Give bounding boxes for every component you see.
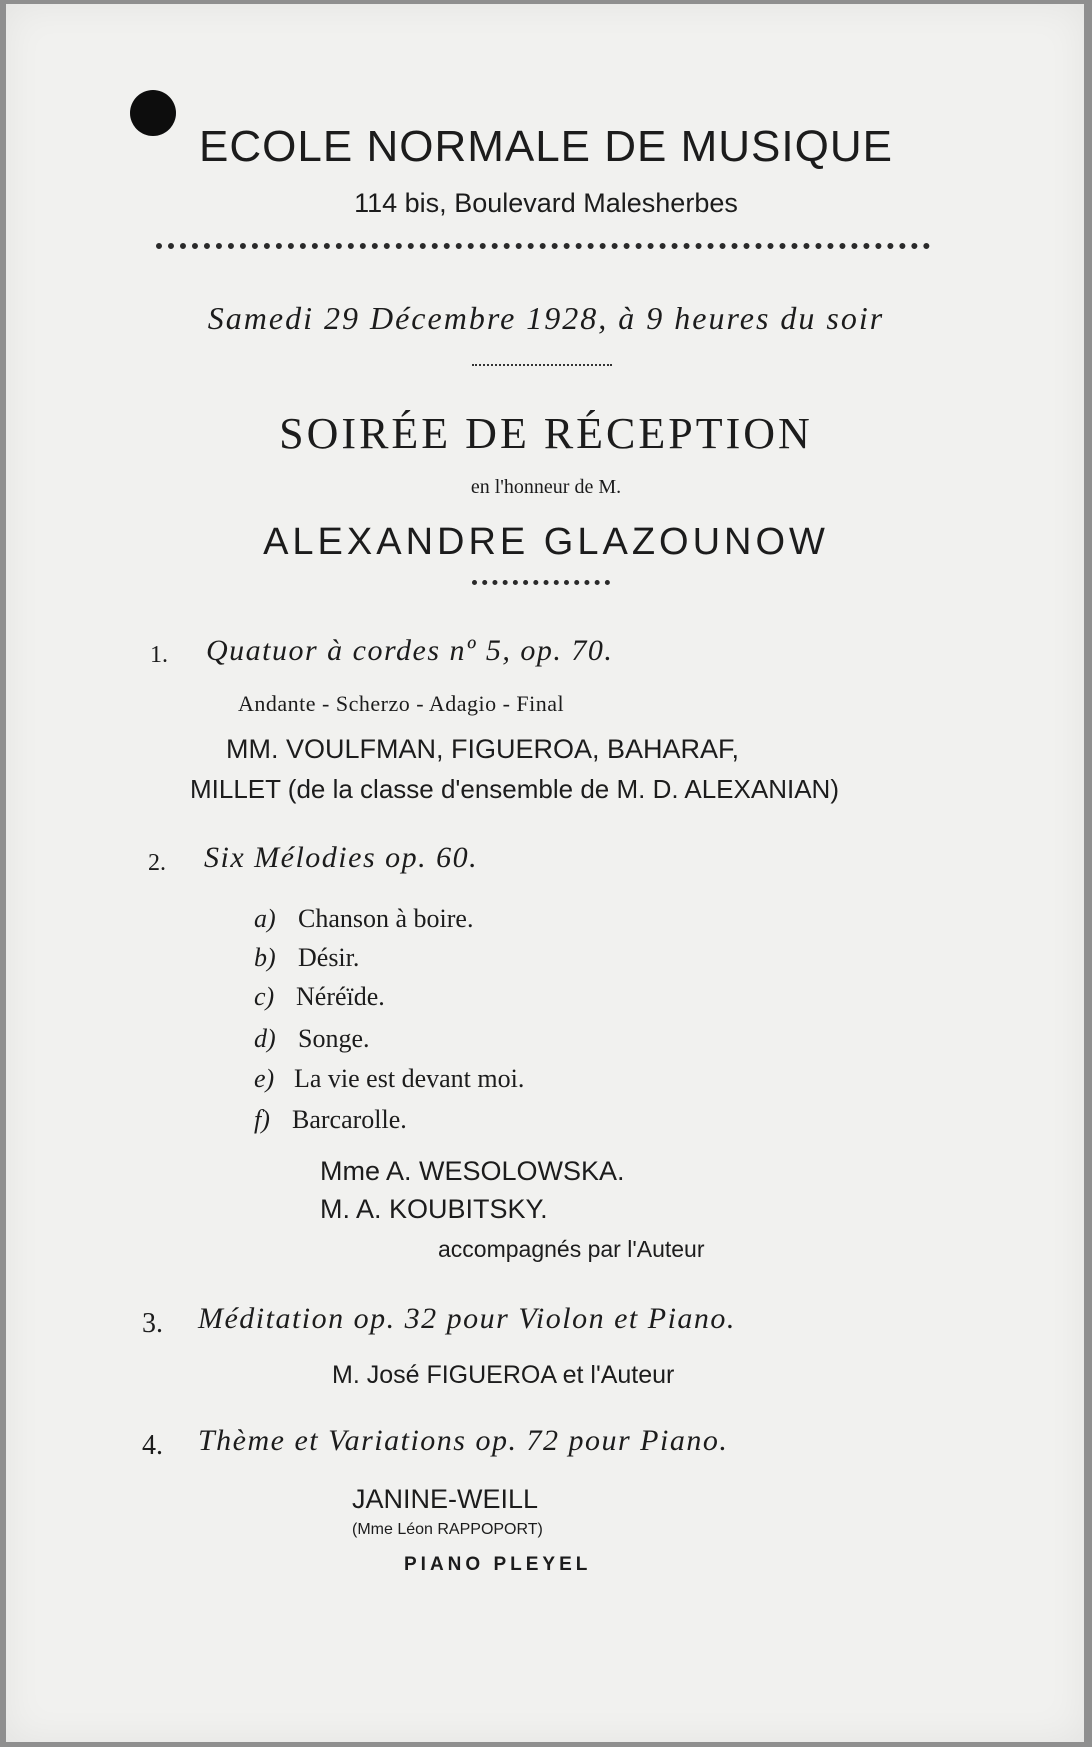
accompaniment-note: accompagnés par l'Auteur <box>438 1236 705 1262</box>
singer: M. A. KOUBITSKY. <box>320 1194 548 1224</box>
item-number: 4. <box>142 1430 163 1461</box>
piano-maker: PIANO PLEYEL <box>404 1554 592 1575</box>
work-title: Thème et Variations op. 72 pour Piano. <box>198 1424 729 1457</box>
item-number: 3. <box>142 1308 163 1339</box>
song-title: Chanson à boire. <box>298 904 474 933</box>
header-divider <box>156 243 930 249</box>
song-letter: e) <box>254 1064 275 1093</box>
school-name: ECOLE NORMALE DE MUSIQUE <box>199 122 893 171</box>
song-letter: f) <box>254 1105 270 1134</box>
singer: Mme A. WESOLOWSKA. <box>320 1156 625 1186</box>
event-title: SOIRÉE DE RÉCEPTION <box>279 409 813 458</box>
song-title: Néréïde. <box>296 982 385 1011</box>
item-number: 2. <box>148 850 166 876</box>
song-letter: d) <box>254 1024 276 1053</box>
song-letter: b) <box>254 943 276 972</box>
guest-name: ALEXANDRE GLAZOUNOW <box>263 521 829 563</box>
work-title: Méditation op. 32 pour Violon et Piano. <box>198 1302 736 1335</box>
performers: MM. VOULFMAN, FIGUEROA, BAHARAF, <box>226 734 740 764</box>
song-letter: a) <box>254 904 276 933</box>
pianist: JANINE-WEILL <box>352 1484 539 1514</box>
work-title: Quatuor à cordes nº 5, op. 70. <box>206 634 614 667</box>
event-honor: en l'honneur de M. <box>470 476 622 498</box>
song-letter: c) <box>254 982 275 1011</box>
song-title: Songe. <box>298 1024 370 1053</box>
song-title: Désir. <box>298 943 360 972</box>
song-title: Barcarolle. <box>292 1105 407 1134</box>
performers: M. José FIGUEROA et l'Auteur <box>332 1361 675 1389</box>
event-date: Samedi 29 Décembre 1928, à 9 heures du soir <box>207 300 885 336</box>
guest-divider <box>472 580 610 585</box>
program-sheet <box>6 4 1084 1742</box>
movements: Andante - Scherzo - Adagio - Final <box>238 691 565 716</box>
song-title: La vie est devant moi. <box>294 1064 525 1093</box>
pianist-note: (Mme Léon RAPPOPORT) <box>352 1521 543 1538</box>
school-address: 114 bis, Boulevard Malesherbes <box>354 188 738 218</box>
performers: MILLET (de la classe d'ensemble de M. D. ALEXANIAN) <box>190 774 839 804</box>
date-divider <box>472 364 612 366</box>
item-number: 1. <box>150 642 168 668</box>
work-title: Six Mélodies op. 60. <box>204 841 479 874</box>
